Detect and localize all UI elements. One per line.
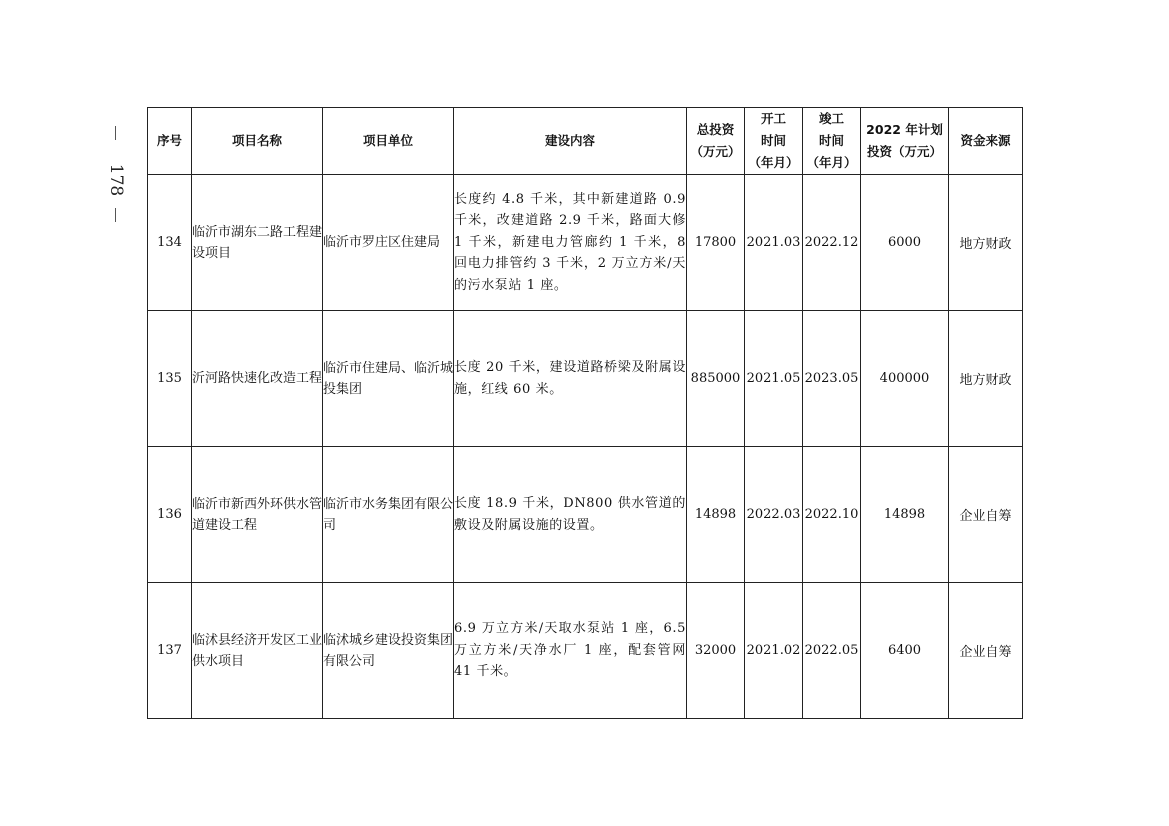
header-seq: 序号: [148, 108, 192, 175]
cell-funding-source: 企业自筹: [949, 447, 1023, 583]
cell-start-time: 2022.03: [745, 447, 803, 583]
cell-seq: 135: [148, 311, 192, 447]
cell-construction-content: 长度约 4.8 千米，其中新建道路 0.9 千米，改建道路 2.9 千米，路面大修 1 千米，新建电力管廊约 1 千米，8 回电力排管约 3 千米，2 万立方米/天的污水泵站 1 座。: [454, 175, 687, 311]
cell-2022-plan-investment: 14898: [861, 447, 949, 583]
project-table: [147, 107, 1023, 719]
page-number-area: [104, 126, 128, 226]
page-number-rule-bottom: [115, 208, 116, 222]
cell-project-unit: 临沂市住建局、临沂城投集团: [323, 311, 454, 447]
cell-project-name: 临沂市新西外环供水管道建设工程: [192, 447, 323, 583]
header-2022-plan-investment: 2022 年计划 投资（万元）: [861, 108, 949, 175]
table-row: [148, 447, 1023, 583]
cell-funding-source: 企业自筹: [949, 583, 1023, 719]
cell-start-time: 2021.05: [745, 311, 803, 447]
cell-end-time: 2022.10: [803, 447, 861, 583]
cell-construction-content: 长度 20 千米，建设道路桥梁及附属设施，红线 60 米。: [454, 311, 687, 447]
cell-project-name: 临沭县经济开发区工业供水项目: [192, 583, 323, 719]
cell-2022-plan-investment: 6400: [861, 583, 949, 719]
header-start-time: 开工 时间 （年月）: [745, 108, 803, 175]
cell-2022-plan-investment: 6000: [861, 175, 949, 311]
cell-total-investment: 32000: [687, 583, 745, 719]
cell-project-name: 沂河路快速化改造工程: [192, 311, 323, 447]
header-project-name: 项目名称: [192, 108, 323, 175]
table-row: [148, 583, 1023, 719]
cell-seq: 134: [148, 175, 192, 311]
cell-funding-source: 地方财政: [949, 311, 1023, 447]
cell-end-time: 2022.12: [803, 175, 861, 311]
cell-seq: 136: [148, 447, 192, 583]
header-end-time: 竣工 时间 （年月）: [803, 108, 861, 175]
page-number-rule-top: [115, 126, 116, 140]
cell-project-name: 临沂市湖东二路工程建设项目: [192, 175, 323, 311]
cell-project-unit: 临沂市罗庄区住建局: [323, 175, 454, 311]
cell-construction-content: 长度 18.9 千米，DN800 供水管道的敷设及附属设施的设置。: [454, 447, 687, 583]
header-total-investment: 总投资 （万元）: [687, 108, 745, 175]
cell-total-investment: 17800: [687, 175, 745, 311]
page-number: 178: [106, 163, 127, 197]
cell-2022-plan-investment: 400000: [861, 311, 949, 447]
cell-construction-content: 6.9 万立方米/天取水泵站 1 座，6.5 万立方米/天净水厂 1 座，配套管网 41 千米。: [454, 583, 687, 719]
table-row: [148, 175, 1023, 311]
cell-end-time: 2022.05: [803, 583, 861, 719]
header-construction-content: 建设内容: [454, 108, 687, 175]
table-header-row: [148, 108, 1023, 175]
cell-total-investment: 14898: [687, 447, 745, 583]
cell-start-time: 2021.03: [745, 175, 803, 311]
cell-end-time: 2023.05: [803, 311, 861, 447]
cell-start-time: 2021.02: [745, 583, 803, 719]
cell-total-investment: 885000: [687, 311, 745, 447]
cell-funding-source: 地方财政: [949, 175, 1023, 311]
header-funding-source: 资金来源: [949, 108, 1023, 175]
table-row: [148, 311, 1023, 447]
cell-project-unit: 临沭城乡建设投资集团有限公司: [323, 583, 454, 719]
cell-seq: 137: [148, 583, 192, 719]
cell-project-unit: 临沂市水务集团有限公司: [323, 447, 454, 583]
header-project-unit: 项目单位: [323, 108, 454, 175]
